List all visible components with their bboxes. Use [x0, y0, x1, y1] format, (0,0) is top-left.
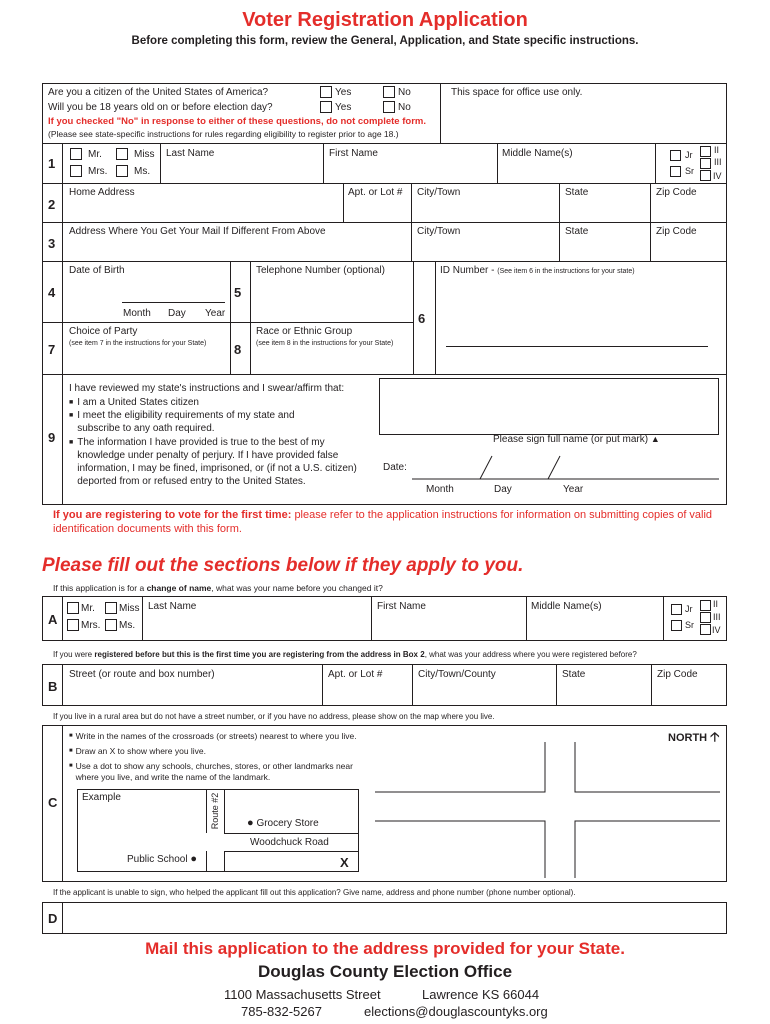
mail-city-label: City/Town — [417, 226, 461, 237]
prev-street-field[interactable] — [63, 682, 321, 705]
mail-zip-field[interactable] — [651, 239, 726, 260]
date-divider — [412, 453, 722, 483]
box-d-letter: D — [48, 911, 58, 926]
prev-apt-label: Apt. or Lot # — [328, 669, 383, 680]
box-7-number: 7 — [48, 342, 56, 357]
box-4-number: 4 — [48, 285, 56, 300]
prev-title-miss-label: Miss — [119, 603, 140, 614]
prev-zip-field[interactable] — [652, 682, 726, 705]
mail-address-label: Address Where You Get Your Mail If Different From Above — [69, 226, 326, 237]
suffix-ii-label: II — [714, 145, 720, 155]
first-name-field[interactable] — [324, 160, 496, 182]
phone-label: Telephone Number (optional) — [256, 265, 385, 276]
mail-city-field[interactable] — [412, 239, 558, 260]
prev-middle-name-label: Middle Name(s) — [531, 601, 602, 612]
north-label: NORTH 🡡 — [668, 729, 720, 744]
prev-last-name-field[interactable] — [143, 614, 370, 640]
box-c-intro: If you live in a rural area but do not have a street number, or if you have no address, please show on the map where you live. — [53, 712, 495, 721]
age-question: Will you be 18 years old on or before election day? — [48, 102, 273, 113]
citizenship-note: (Please see state-specific instructions for rules regarding eligibility to register prior to age 18.) — [48, 129, 399, 139]
prev-title-mrs-checkbox[interactable] — [67, 619, 79, 631]
first-name-label: First Name — [329, 148, 378, 159]
city-label: City/Town — [417, 187, 461, 198]
id-number-label — [440, 265, 635, 276]
title-mrs-checkbox[interactable] — [70, 165, 82, 177]
suffix-jr-label: Jr — [685, 150, 693, 160]
suffix-sr-label: Sr — [685, 166, 694, 176]
dob-year-label: Year — [205, 308, 226, 319]
race-note: (see item 8 in the instructions for your State) — [256, 340, 394, 347]
oath-list — [69, 396, 369, 488]
party-note: (see item 7 in the instructions for your State) — [69, 340, 207, 347]
prev-last-name-label: Last Name — [148, 601, 197, 612]
title-miss-checkbox[interactable] — [116, 148, 128, 160]
map-instruction: ■ Write in the names of the crossroads (or streets) nearest to where you live. — [69, 731, 357, 741]
prev-city-label: City/Town/County — [418, 669, 496, 680]
race-label: Race or Ethnic Group — [256, 326, 353, 337]
prev-first-name-field[interactable] — [372, 614, 525, 640]
id-number-note: (See item 6 in the instructions for your state) — [497, 268, 635, 275]
arrow-up-icon: 🡡 — [710, 729, 720, 744]
box-8-number: 8 — [234, 342, 242, 357]
mail-instruction: Mail this application to the address provided for your State. — [145, 939, 625, 958]
prev-suffix-iii-checkbox[interactable] — [700, 612, 711, 623]
grocery-label: ● Grocery Store — [247, 817, 319, 829]
box-a-letter: A — [48, 612, 58, 627]
landmark-dot-icon: ● — [247, 817, 254, 829]
triangle-up-icon: ▲ — [650, 434, 660, 444]
dob-month-label: Month — [123, 308, 151, 319]
school-label: Public School ● — [127, 853, 198, 865]
prev-title-ms-checkbox[interactable] — [105, 619, 117, 631]
office-city: Lawrence KS 66044 — [422, 987, 540, 1002]
route-label: Route #2 — [210, 792, 220, 830]
citizen-no-checkbox[interactable] — [383, 86, 395, 98]
title-mr-checkbox[interactable] — [70, 148, 82, 160]
dob-day-label: Day — [168, 308, 186, 319]
prev-city-field[interactable] — [413, 682, 555, 705]
party-label: Choice of Party — [69, 326, 138, 337]
box-6-number: 6 — [418, 311, 426, 326]
mail-state-label: State — [565, 226, 589, 237]
race-field[interactable] — [251, 350, 412, 373]
mail-zip-label: Zip Code — [656, 226, 697, 237]
office-phone: 785-832-5267 — [241, 1004, 322, 1019]
prev-middle-name-field[interactable] — [527, 614, 662, 640]
middle-name-field[interactable] — [498, 160, 654, 182]
citizen-question: Are you a citizen of the United States of America? — [48, 87, 269, 98]
dob-label: Date of Birth — [69, 265, 125, 276]
apt-field[interactable] — [344, 200, 410, 221]
election-office-name: Douglas County Election Office — [257, 962, 513, 981]
box-2-number: 2 — [48, 197, 56, 212]
optional-heading: Please fill out the sections below if they apply to you. — [42, 555, 524, 576]
landmark-dot-icon: ● — [190, 853, 198, 865]
sign-year-label: Year — [563, 484, 584, 495]
citizen-yes-checkbox[interactable] — [320, 86, 332, 98]
prev-zip-label: Zip Code — [657, 669, 698, 680]
box-1-number: 1 — [48, 156, 56, 171]
oath-intro: I have reviewed my state's instructions and I swear/affirm that: — [69, 383, 345, 394]
phone-field[interactable] — [251, 280, 412, 320]
prev-suffix-iv-checkbox[interactable] — [700, 624, 711, 635]
prev-suffix-sr-checkbox[interactable] — [671, 620, 682, 631]
state-field[interactable] — [560, 200, 649, 221]
helper-info-field[interactable] — [63, 903, 726, 933]
prev-suffix-jr-checkbox[interactable] — [671, 604, 682, 615]
box-b-intro: If you were registered before but this is the first time you are registering from the address in Box 2, what was your address where you were registered before? — [53, 650, 637, 659]
prev-title-miss-checkbox[interactable] — [105, 602, 117, 614]
box-3-number: 3 — [48, 236, 56, 251]
example-label: Example — [82, 792, 121, 803]
apt-label: Apt. or Lot # — [348, 187, 403, 198]
prev-street-label: Street (or route and box number) — [69, 669, 215, 680]
box-b-letter: B — [48, 679, 58, 694]
map-instructions — [69, 731, 369, 783]
signature-field[interactable] — [379, 378, 719, 435]
box-9-number: 9 — [48, 430, 56, 445]
title-miss-label: Miss — [134, 149, 155, 160]
suffix-iii-checkbox[interactable] — [700, 158, 711, 169]
box-a-intro: If this application is for a change of name, what was your name before you changed it? — [53, 583, 383, 593]
suffix-iv-checkbox[interactable] — [700, 170, 711, 181]
home-x-mark: X — [340, 855, 349, 870]
prev-state-label: State — [562, 669, 586, 680]
title-ms-label: Ms. — [134, 166, 151, 177]
zip-field[interactable] — [651, 200, 726, 221]
sign-date-label: Date: — [383, 462, 407, 473]
zip-label: Zip Code — [656, 187, 697, 198]
state-label: State — [565, 187, 589, 198]
prev-title-mrs-label: Mrs. — [81, 620, 101, 631]
office-use-label: This space for office use only. — [451, 87, 583, 98]
title-mr-label: Mr. — [88, 149, 102, 160]
map-instruction: ■ Use a dot to show any schools, churches, stores, or other landmarks near where you live, and write the name of the landmark. — [69, 761, 353, 782]
age-yes-checkbox[interactable] — [320, 101, 332, 113]
city-field[interactable] — [412, 200, 558, 221]
prev-suffix-ii-checkbox[interactable] — [700, 600, 711, 611]
suffix-iii-label: III — [714, 157, 722, 167]
age-no-checkbox[interactable] — [383, 101, 395, 113]
mail-state-field[interactable] — [560, 239, 649, 260]
suffix-iv-label: IV — [713, 171, 722, 181]
sign-month-label: Month — [426, 484, 454, 495]
home-address-field[interactable] — [63, 200, 342, 221]
prev-first-name-label: First Name — [377, 601, 426, 612]
prev-title-ms-label: Ms. — [119, 620, 136, 631]
prev-state-field[interactable] — [557, 682, 650, 705]
prev-suffix-ii-label: II — [713, 599, 719, 609]
id-number-field[interactable] — [446, 325, 708, 347]
oath-item: ■ I am a United States citizen — [69, 397, 199, 408]
woodchuck-label: Woodchuck Road — [250, 837, 329, 848]
suffix-jr-checkbox[interactable] — [670, 150, 681, 161]
oath-item: ■ I meet the eligibility requirements of my state and subscribe to any oath required. — [69, 410, 295, 435]
prev-title-mr-label: Mr. — [81, 603, 95, 614]
box-c-letter: C — [48, 795, 58, 810]
page-subtitle: Before completing this form, review the General, Application, and State specific instructions. — [131, 35, 639, 47]
last-name-field[interactable] — [161, 160, 322, 182]
oath-item: ■ The information I have provided is true to the best of my knowledge under penalty of perjury. If I have provided false information, I may be fined, imprisoned, or (if not a U.S. citizen) deported from or refused entry to the United States. — [69, 436, 357, 488]
prev-suffix-jr-label: Jr — [685, 604, 693, 614]
suffix-sr-checkbox[interactable] — [670, 166, 681, 177]
box-5-number: 5 — [234, 285, 242, 300]
mail-address-field[interactable] — [63, 239, 410, 260]
age-yes-label: Yes — [335, 102, 352, 113]
suffix-ii-checkbox[interactable] — [700, 146, 711, 157]
id-number-title: ID Number - — [440, 265, 495, 276]
home-address-label: Home Address — [69, 187, 135, 198]
citizen-yes-label: Yes — [335, 87, 352, 98]
prev-apt-field[interactable] — [323, 682, 411, 705]
prev-title-mr-checkbox[interactable] — [67, 602, 79, 614]
office-street: 1100 Massachusetts Street — [224, 987, 381, 1002]
prev-suffix-sr-label: Sr — [685, 620, 694, 630]
party-field[interactable] — [63, 350, 229, 373]
box-d-intro: If the applicant is unable to sign, who helped the applicant fill out this application? Give name, address and phone number (phone number optional). — [53, 888, 576, 897]
map-instruction: ■ Draw an X to show where you live. — [69, 746, 207, 756]
signature-label: Please sign full name (or put mark) ▲ — [493, 434, 660, 445]
last-name-label: Last Name — [166, 148, 215, 159]
map-drawing-area[interactable] — [375, 730, 725, 880]
office-email[interactable]: elections@douglascountyks.org — [364, 1004, 548, 1019]
title-ms-checkbox[interactable] — [116, 165, 128, 177]
title-mrs-label: Mrs. — [88, 166, 108, 177]
prev-suffix-iii-label: III — [713, 612, 721, 622]
age-no-label: No — [398, 102, 411, 113]
prev-suffix-iv-label: IV — [712, 625, 721, 635]
middle-name-label: Middle Name(s) — [502, 148, 573, 159]
citizenship-warning: If you checked "No" in response to either of these questions, do not complete form. — [48, 116, 426, 127]
dob-field[interactable] — [110, 285, 225, 303]
sign-day-label: Day — [494, 484, 512, 495]
first-time-note: If you are registering to vote for the first time: please refer to the application instructions for information on submitting copies of valid identification documents with this form. — [53, 509, 713, 535]
citizen-no-label: No — [398, 87, 411, 98]
page-title: Voter Registration Application — [242, 9, 528, 31]
